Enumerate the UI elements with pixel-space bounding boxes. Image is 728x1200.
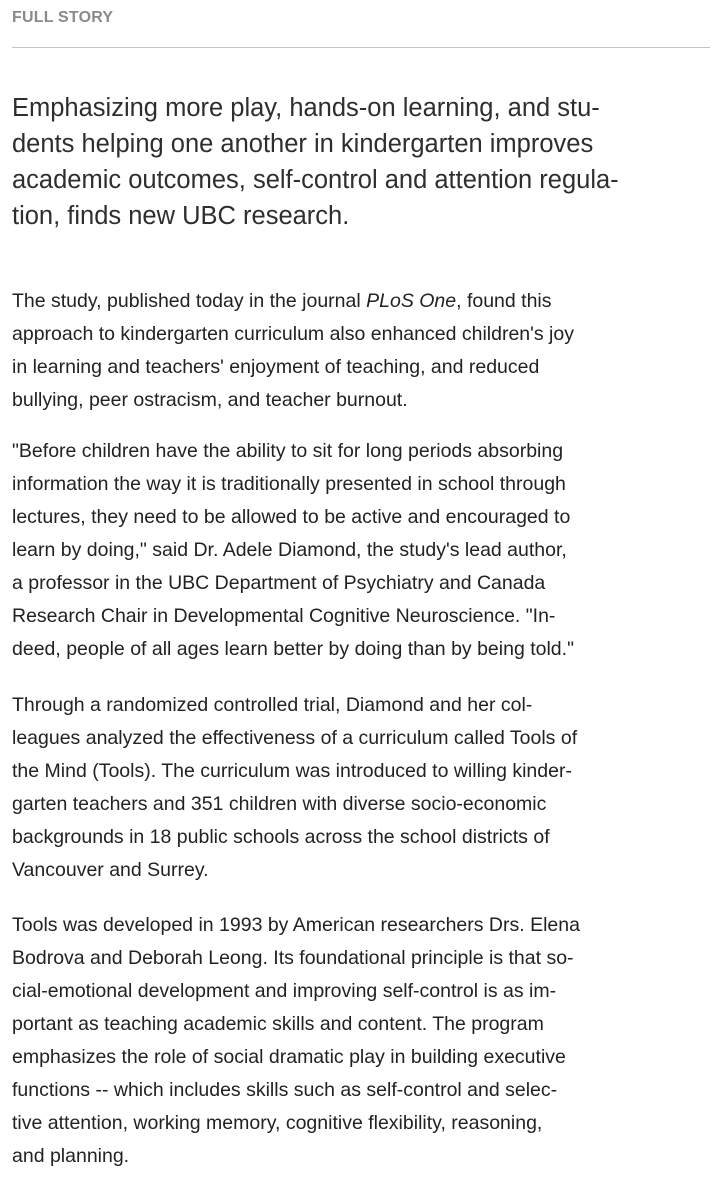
article-lede — [12, 90, 712, 234]
paragraph-line: information the way it is traditionally presented in school through — [12, 473, 566, 495]
lede-line: Emphasizing more play, hands-on learning, and stu- — [12, 94, 600, 122]
paragraph-line: bullying, peer ostracism, and teacher burnout. — [12, 389, 408, 411]
paragraph-trial — [12, 689, 716, 887]
paragraph-line: lectures, they need to be allowed to be active and encouraged to — [12, 506, 571, 528]
paragraph-line: Through a randomized controlled trial, Diamond and her col- — [12, 694, 533, 716]
paragraph-line: Tools was developed in 1993 by American researchers Drs. Elena — [12, 914, 580, 936]
paragraph-line: portant as teaching academic skills and content. The program — [12, 1013, 544, 1035]
paragraph-study-summary — [12, 285, 716, 417]
paragraph-line — [12, 285, 716, 318]
paragraph-line: Bodrova and Deborah Leong. Its foundational principle is that so- — [12, 947, 574, 969]
paragraph-line: backgrounds in 18 public schools across the school districts of — [12, 826, 550, 848]
paragraph-diamond-quote — [12, 435, 716, 666]
section-divider — [12, 47, 710, 48]
paragraph-line: the Mind (Tools). The curriculum was introduced to willing kinder- — [12, 760, 572, 782]
paragraph-line: emphasizes the role of social dramatic play in building executive — [12, 1046, 566, 1068]
lede-line: tion, finds new UBC research. — [12, 202, 350, 230]
paragraph-line: cial-emotional development and improving self-control is as im- — [12, 980, 557, 1002]
paragraph-line: tive attention, working memory, cognitive flexibility, reasoning, — [12, 1112, 543, 1134]
paragraph-line: "Before children have the ability to sit for long periods absorbing — [12, 440, 564, 462]
paragraph-line: in learning and teachers' enjoyment of teaching, and reduced — [12, 356, 540, 378]
journal-name: PLoS One — [366, 290, 457, 312]
paragraph-line: and planning. — [12, 1145, 130, 1167]
section-label: FULL STORY — [12, 9, 114, 26]
lede-line: dents helping one another in kindergarten improves — [12, 130, 594, 158]
lede-line: academic outcomes, self-control and attention regula- — [12, 166, 619, 194]
paragraph-line: learn by doing," said Dr. Adele Diamond, the study's lead author, — [12, 539, 567, 561]
paragraph-line: functions -- which includes skills such as self-control and selec- — [12, 1079, 558, 1101]
text-run: , found this — [456, 290, 552, 312]
paragraph-line: garten teachers and 351 children with diverse socio-economic — [12, 793, 547, 815]
paragraph-line: Vancouver and Surrey. — [12, 859, 209, 881]
paragraph-line: a professor in the UBC Department of Psychiatry and Canada — [12, 572, 546, 594]
paragraph-line: approach to kindergarten curriculum also enhanced children's joy — [12, 323, 574, 345]
text-run: The study, published today in the journal — [12, 290, 367, 312]
paragraph-line: leagues analyzed the effectiveness of a curriculum called Tools of — [12, 727, 578, 749]
paragraph-line: deed, people of all ages learn better by doing than by being told." — [12, 638, 574, 660]
paragraph-tools-history — [12, 909, 716, 1173]
paragraph-line: Research Chair in Developmental Cognitive Neuroscience. "In- — [12, 605, 556, 627]
